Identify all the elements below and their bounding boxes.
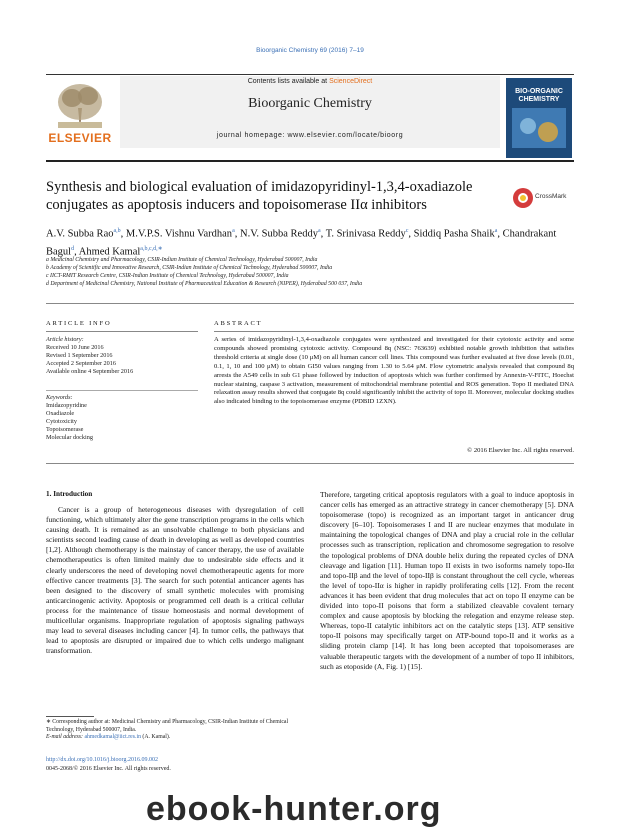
keywords (46, 394, 198, 442)
keyword: Molecular docking (46, 434, 93, 441)
divider (46, 463, 574, 464)
author-name[interactable]: Siddiq Pasha Shaik (413, 228, 495, 240)
author-affiliation-mark[interactable]: a (317, 228, 321, 234)
doi-link[interactable]: http://dx.doi.org/10.1016/j.bioorg.2016.09.002 (46, 757, 158, 763)
email-label: E-mail address: (46, 734, 85, 740)
email-link[interactable]: ahmedkamal@iict.res.in (84, 734, 141, 740)
journal-name: Bioorganic Chemistry (248, 96, 372, 111)
affiliation-item: a Medicinal Chemistry and Pharmacology, CSIR-Indian Institute of Chemical Technology, Hyderabad 500007, India (46, 257, 318, 263)
keyword: Oxadiazole (46, 410, 75, 417)
article-history (46, 336, 198, 376)
paper-title: Synthesis and biological evaluation of imidazopyridinyl-1,3,4-oxadiazole conjugates as apoptosis inducers and topoisomerase IIα inhibitors (46, 179, 473, 213)
author-name[interactable]: M.V.P.S. Vishnu Vardhan (125, 228, 233, 240)
issn-line: 0045-2068/© 2016 Elsevier Inc. All rights reserved. (46, 766, 171, 772)
affiliation-item: b Academy of Scientific and Innovative Research, CSIR-Indian Institute of Chemical Technology, Hyderabad 500007, India (46, 265, 333, 271)
history-item: Accepted 2 September 2016 (46, 360, 116, 367)
author-name[interactable]: Chandrakant Bagul (46, 228, 557, 257)
author-name[interactable]: N.V. Subba Reddy (239, 228, 318, 240)
footnote (46, 719, 304, 742)
abstract-copyright: © 2016 Elsevier Inc. All rights reserved. (467, 447, 574, 454)
keyword: Topoisomerase (46, 426, 84, 433)
affiliations (46, 256, 574, 288)
author-affiliation-mark[interactable]: a,b,c,d,∗ (140, 245, 163, 252)
contents-line (120, 78, 500, 85)
divider (46, 331, 198, 332)
header-divider (46, 160, 574, 162)
sciencedirect-link[interactable]: ScienceDirect (329, 78, 373, 85)
author-name[interactable]: Ahmed Kamal (78, 246, 141, 257)
abstract-heading: ABSTRACT (214, 320, 263, 327)
watermark: ebook-hunter.org (146, 790, 442, 828)
keyword: Imidazopyridine (46, 402, 87, 409)
publisher-logo: ELSEVIER (48, 131, 112, 145)
abstract-text: A series of imidazopyridinyl-1,3,4-oxadiazole conjugates were synthesized and investigated for their cytotoxic activity and some compounds showed promising cytotoxic activity. Compound 8q (NSC: 763639) exhibited notable growth inhibition that satisfies threshold criteria at single dose (10 μM) on all human cancer cell lines. This compound was further evaluated at five dose levels (0.01, 0.1, 1, 10 and 100 μM) to obtain GI50 values ranging from 1.30 to 5.64 μM. Flow cytometric analysis revealed that compound 8q arrests the A549 cells in sub G1 phase followed by induction of apoptosis which was further confirmed by Annexin-V-FITC, Hoechst nuclear staining, caspase 3 activation, measurement of mitochondrial membrane potential and ROS generation. Topo II mediated DNA relaxation assay results showed that conjugate 8q could significantly inhibit the activity of topo II. Moreover, molecular docking studies also indicated binding to the topoisomerase enzyme (PDBID 1ZXN). (214, 336, 574, 406)
divider (46, 303, 574, 304)
author-name[interactable]: A.V. Subba Rao (46, 228, 114, 240)
corresponding-author-note: ∗ Corresponding author at: Medicinal Chemistry and Pharmacology, CSIR-Indian Institute of Chemical Technology, Hyderabad 500007, India. (46, 719, 289, 733)
journal-homepage[interactable]: journal homepage: www.elsevier.com/locate/bioorg (216, 132, 404, 139)
journal-citation[interactable]: Bioorganic Chemistry 69 (2016) 7–19 (256, 47, 364, 54)
history-label: Article history: (46, 336, 84, 343)
author-affiliation-mark[interactable]: d (71, 245, 75, 252)
author-affiliation-mark[interactable]: c (405, 228, 409, 234)
history-item: Revised 1 September 2016 (46, 352, 113, 359)
affiliation-item: d Department of Medicinal Chemistry, National Institute of Pharmaceutical Education & Research (NIPER), Hyderabad 500 037, India (46, 281, 363, 287)
body-text-right: Therefore, targeting critical apoptosis regulators with a goal to induce apoptosis in cancer cells has emerged as an attractive strategy in cancer chemotherapy [5]. DNA topoisomerase (topo) is recognized as an important target in anticancer drug discovery [6–10]. Topoisomerases I and II are nuclear enzymes that modulate in maintaining the topological changes of DNA and play a crucial role in the cellular processes such as transcription, replication and chromosome segregation to resolve the topological problems of DNA double helix during the repeated cycles of DNA cleavage and ligation [11]. Human topo II exists in two isoforms namely topo-IIα and topo-IIβ and the level of topo-IIβ is constant throughout the cell cycle, whereas the level of topo-IIα is higher in rapidly proliferating cells [12]. From the recent advances it has been evident that drug molecules that act on topo II enzyme can be divided into topo-II poisons that form a stabilized cleavable covalent ternary complex and cause apoptosis by blocking the relegation and enzyme release step. Whereas, topo-II catalytic inhibitors act on the catalytic steps [13]. ATP sensitive topo-II poisons may specifically target on ATP-bound topo-II and it works as a sliding protein clamp [14]. It has long been accepted that topoisomerases are valuable therapeutic targets with the development of a number of topo II inhibitors, such as etoposide (A, Fig. 1) [15]. (320, 490, 574, 671)
author-list: A.V. Subba Rao$^{a,b}$, M.V.P.S. Vishnu Vardhan$^a$, N.V. Subba Reddy$^a$, T. Srinivasa Reddy$^c$, Siddiq Pasha Shaik$^a$, Chandrakant Bagul$^d$, Ahmed Kamal$^{a,b,c,d,∗}$ (46, 228, 557, 257)
author-name[interactable]: T. Srinivasa Reddy (325, 228, 406, 240)
email-suffix: (A. Kamal). (140, 734, 171, 740)
divider (214, 331, 574, 332)
article-info-heading: ARTICLE INFO (46, 320, 112, 327)
author-affiliation-mark[interactable]: a,b (113, 228, 121, 234)
email-line (46, 734, 304, 742)
author-affiliation-mark[interactable]: a (494, 228, 498, 234)
footnote-divider (46, 716, 94, 717)
history-item: Received 10 June 2016 (46, 344, 104, 351)
keywords-label: Keywords: (46, 394, 73, 401)
section-heading: 1. Introduction (46, 490, 93, 498)
history-item: Available online 4 September 2016 (46, 368, 134, 375)
affiliation-item: c IICT-RMIT Research Centre, CSIR-Indian Institute of Chemical Technology, Hyderabad 500007, India (46, 273, 289, 279)
contents-prefix: Contents lists available at (247, 78, 330, 85)
crossmark-label[interactable]: CrossMark (535, 193, 567, 200)
divider (46, 390, 198, 391)
keyword: Cytotoxicity (46, 418, 77, 425)
cover-title: BIO-ORGANIC CHEMISTRY (515, 88, 563, 103)
body-text-left: Cancer is a group of heterogeneous diseases with dysregulation of cell functioning, which ultimately alter the gene transcription programs in the cells which causing death. It is remained as an unsolvable challenge to both physicians and scientists second leading cause of death in developing as well as developed countries [1,2]. Although chemotherapy is the mainstay of cancer therapy, the use of available chemotherapeutics is often limited mainly due to undesirable side effects and it clearly underscores the need of developing novel chemotherapeutic agents for more effective cancer treatments [3]. The search for such potential anticancer agents has been designed to the discovery of small synthetic molecules with promising anticarcinogenic activity. Apoptosis or programmed cell death is a critical cellular process for the maintenance of tissue homeostasis and normal development of multicellular organisms. Inappropriate regulation of apoptosis signaling pathways may lead to several diseases including cancer [4]. In tumor cells, the pathways that lead to apoptosis are disrupted or impaired due to which cells undergo malignant transformation. (46, 505, 304, 656)
author-affiliation-mark[interactable]: a (232, 228, 235, 234)
